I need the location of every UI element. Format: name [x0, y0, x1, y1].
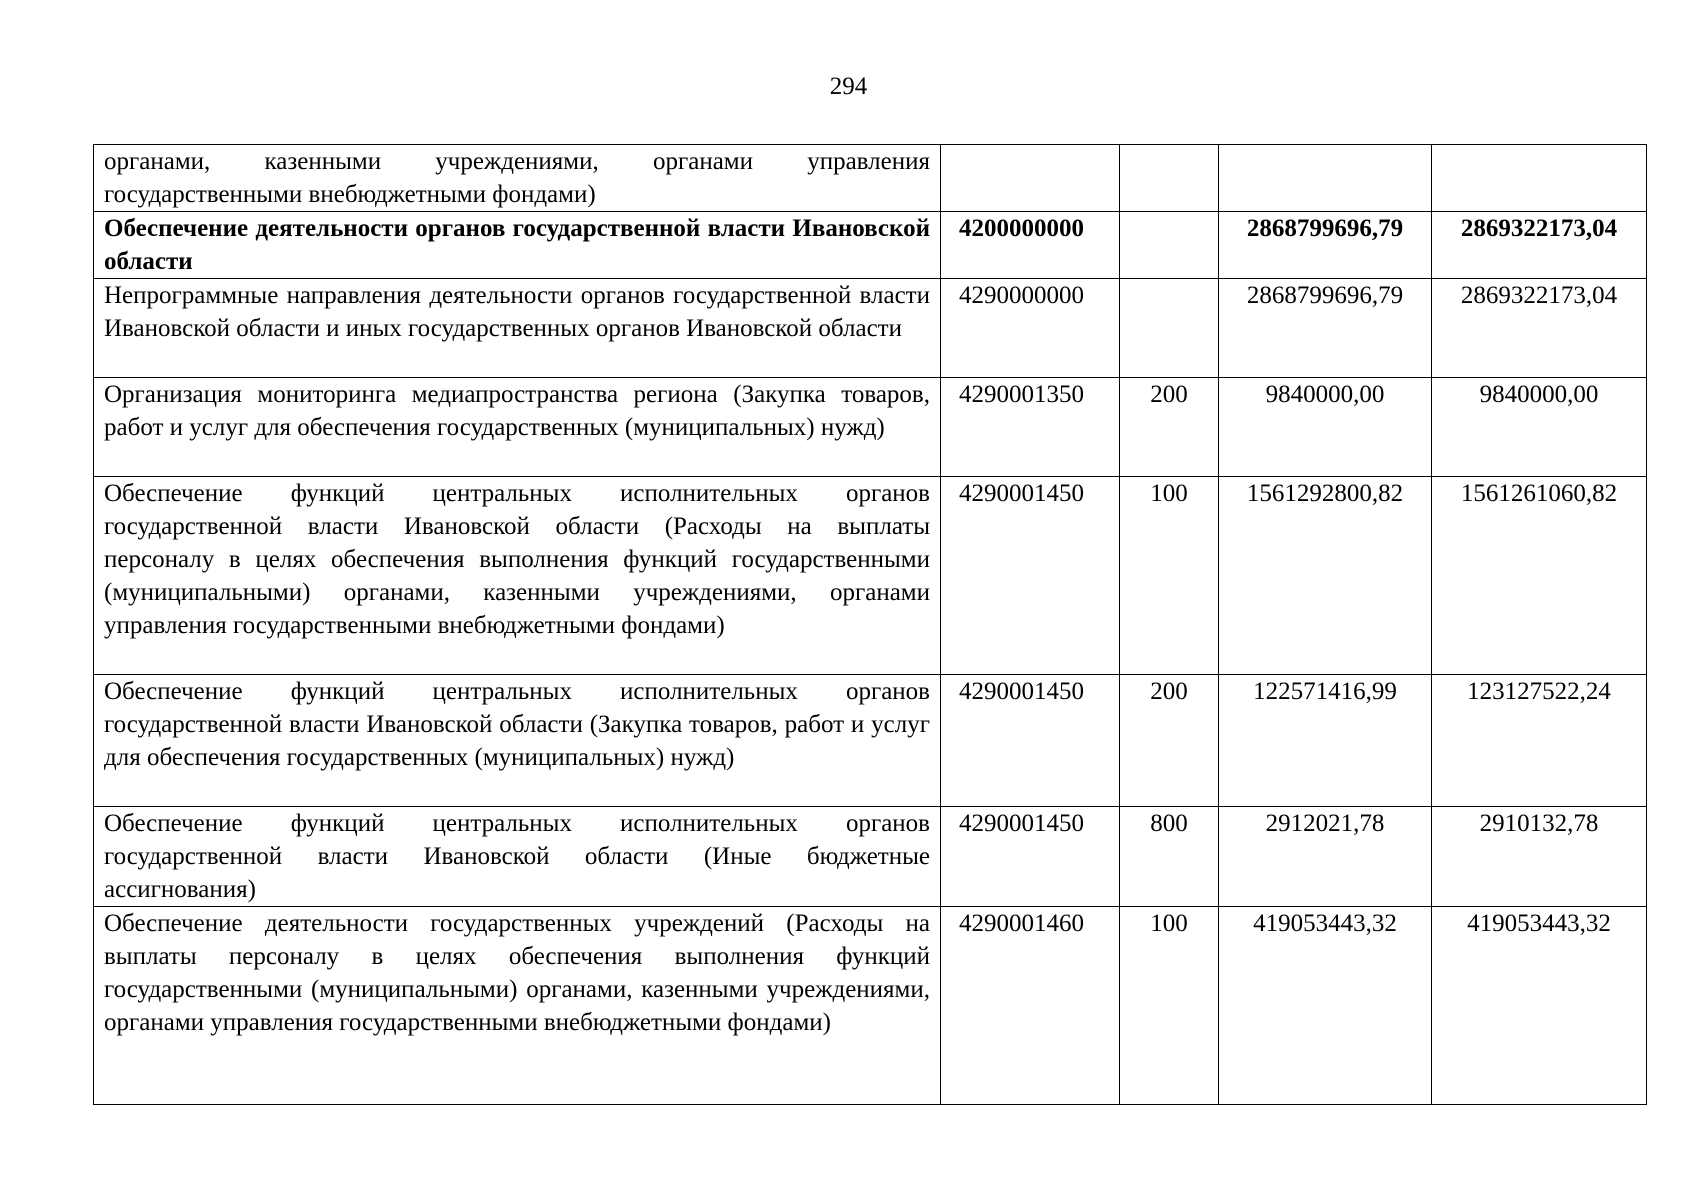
- row-amount-year2: 2869322173,04: [1432, 279, 1647, 378]
- row-amount-year1: 1561292800,82: [1219, 477, 1432, 675]
- row-description: Обеспечение деятельности органов государственной власти Ивановской области: [94, 212, 941, 279]
- table-row: [94, 907, 1647, 1105]
- row-amount-year1: 2912021,78: [1219, 807, 1432, 907]
- row-expense-type: 200: [1120, 378, 1219, 477]
- table-row: [94, 807, 1647, 907]
- row-target-code: 4200000000: [941, 212, 1120, 279]
- row-expense-type: [1120, 212, 1219, 279]
- table-row: [94, 212, 1647, 279]
- row-amount-year1: [1219, 145, 1432, 212]
- table-row: [94, 378, 1647, 477]
- row-target-code: 4290001450: [941, 807, 1120, 907]
- row-amount-year2: 9840000,00: [1432, 378, 1647, 477]
- row-expense-type: 100: [1120, 477, 1219, 675]
- row-target-code: [941, 145, 1120, 212]
- row-description: Непрограммные направления деятельности органов государственной власти Ивановской области и иных государственных органов Ивановской области: [94, 279, 941, 378]
- table-row: [94, 675, 1647, 807]
- budget-table: [93, 144, 1647, 1105]
- row-expense-type: [1120, 145, 1219, 212]
- row-amount-year2: 1561261060,82: [1432, 477, 1647, 675]
- table-row: [94, 279, 1647, 378]
- row-expense-type: [1120, 279, 1219, 378]
- row-target-code: 4290000000: [941, 279, 1120, 378]
- row-description: Обеспечение функций центральных исполнительных органов государственной власти Ивановской области (Расходы на выплаты персоналу в целях обеспечения выполнения функций государственными (муниципальными) органами, казенными учреждениями, органами управления государственными внебюджетными фондами): [94, 477, 941, 675]
- row-target-code: 4290001450: [941, 477, 1120, 675]
- row-expense-type: 100: [1120, 907, 1219, 1105]
- row-amount-year2: 2869322173,04: [1432, 212, 1647, 279]
- row-target-code: 4290001460: [941, 907, 1120, 1105]
- row-amount-year2: 2910132,78: [1432, 807, 1647, 907]
- row-expense-type: 800: [1120, 807, 1219, 907]
- row-amount-year2: [1432, 145, 1647, 212]
- row-amount-year2: 123127522,24: [1432, 675, 1647, 807]
- row-description: Обеспечение функций центральных исполнительных органов государственной власти Ивановской области (Иные бюджетные ассигнования): [94, 807, 941, 907]
- row-description: Организация мониторинга медиапространства региона (Закупка товаров, работ и услуг для обеспечения государственных (муниципальных) нужд): [94, 378, 941, 477]
- row-expense-type: 200: [1120, 675, 1219, 807]
- page-number: 294: [829, 73, 868, 100]
- row-description: органами, казенными учреждениями, органами управления государственными внебюджетными фондами): [94, 145, 941, 212]
- table-row: [94, 477, 1647, 675]
- row-amount-year1: 122571416,99: [1219, 675, 1432, 807]
- row-description: Обеспечение функций центральных исполнительных органов государственной власти Ивановской области (Закупка товаров, работ и услуг для обеспечения государственных (муниципальных) нужд): [94, 675, 941, 807]
- row-amount-year2: 419053443,32: [1432, 907, 1647, 1105]
- row-amount-year1: 419053443,32: [1219, 907, 1432, 1105]
- row-target-code: 4290001450: [941, 675, 1120, 807]
- row-amount-year1: 2868799696,79: [1219, 212, 1432, 279]
- row-target-code: 4290001350: [941, 378, 1120, 477]
- row-description: Обеспечение деятельности государственных учреждений (Расходы на выплаты персоналу в целях обеспечения выполнения функций государственными (муниципальными) органами, казенными учреждениями, органами управления государственными внебюджетными фондами): [94, 907, 941, 1105]
- table-row: [94, 145, 1647, 212]
- row-amount-year1: 9840000,00: [1219, 378, 1432, 477]
- row-amount-year1: 2868799696,79: [1219, 279, 1432, 378]
